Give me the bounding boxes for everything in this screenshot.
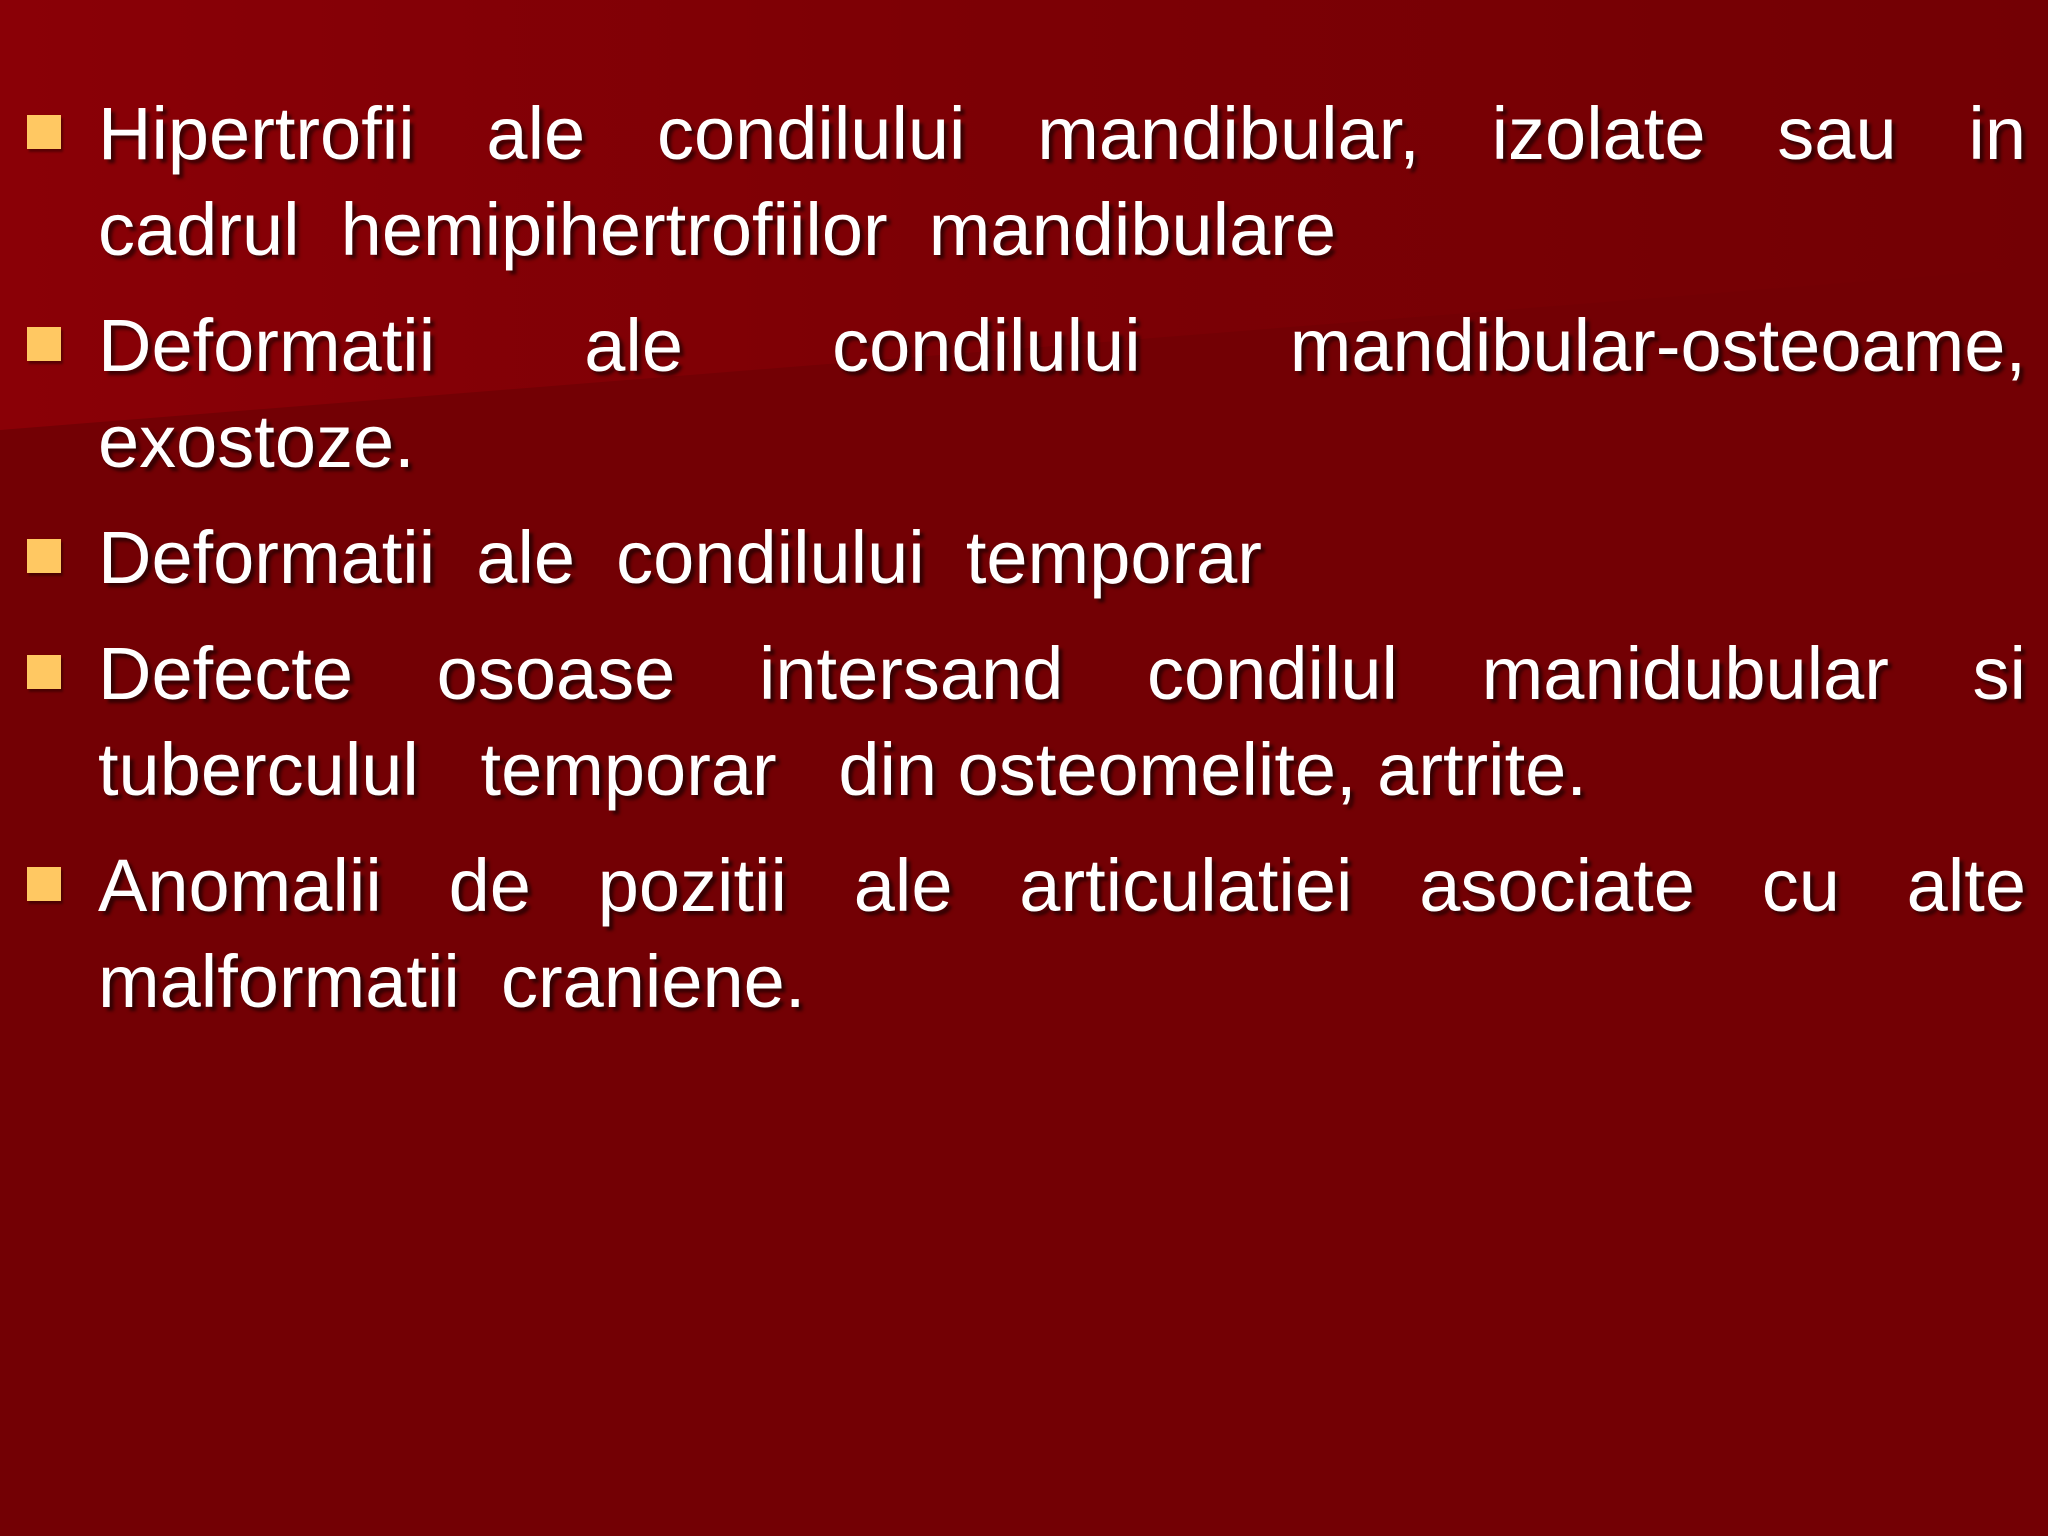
list-item [0, 86, 2048, 278]
list-item [0, 626, 2048, 818]
bullet-square-icon [27, 867, 61, 901]
bullet-square-icon [27, 115, 61, 149]
bullet-text: Defecte osoase intersand condilul manidubular si tuberculul temporar din osteomelite, artrite. [98, 632, 2047, 811]
bullet-text: Hipertrofii ale condilului mandibular, izolate sau in cadrul hemipihertrofiilor mandibulare [98, 92, 2047, 271]
list-item [0, 510, 2048, 606]
bullet-text: Deformatii ale condilului mandibular-osteoame, exostoze. [98, 304, 2047, 483]
list-item [0, 298, 2048, 490]
list-item [0, 838, 2048, 1030]
bullet-list [0, 86, 2048, 1050]
bullet-text: Deformatii ale condilului temporar [98, 516, 1262, 599]
bullet-square-icon [27, 655, 61, 689]
bullet-square-icon [27, 327, 61, 361]
bullet-text: Anomalii de pozitii ale articulatiei asociate cu alte malformatii craniene. [98, 844, 2047, 1023]
bullet-square-icon [27, 539, 61, 573]
